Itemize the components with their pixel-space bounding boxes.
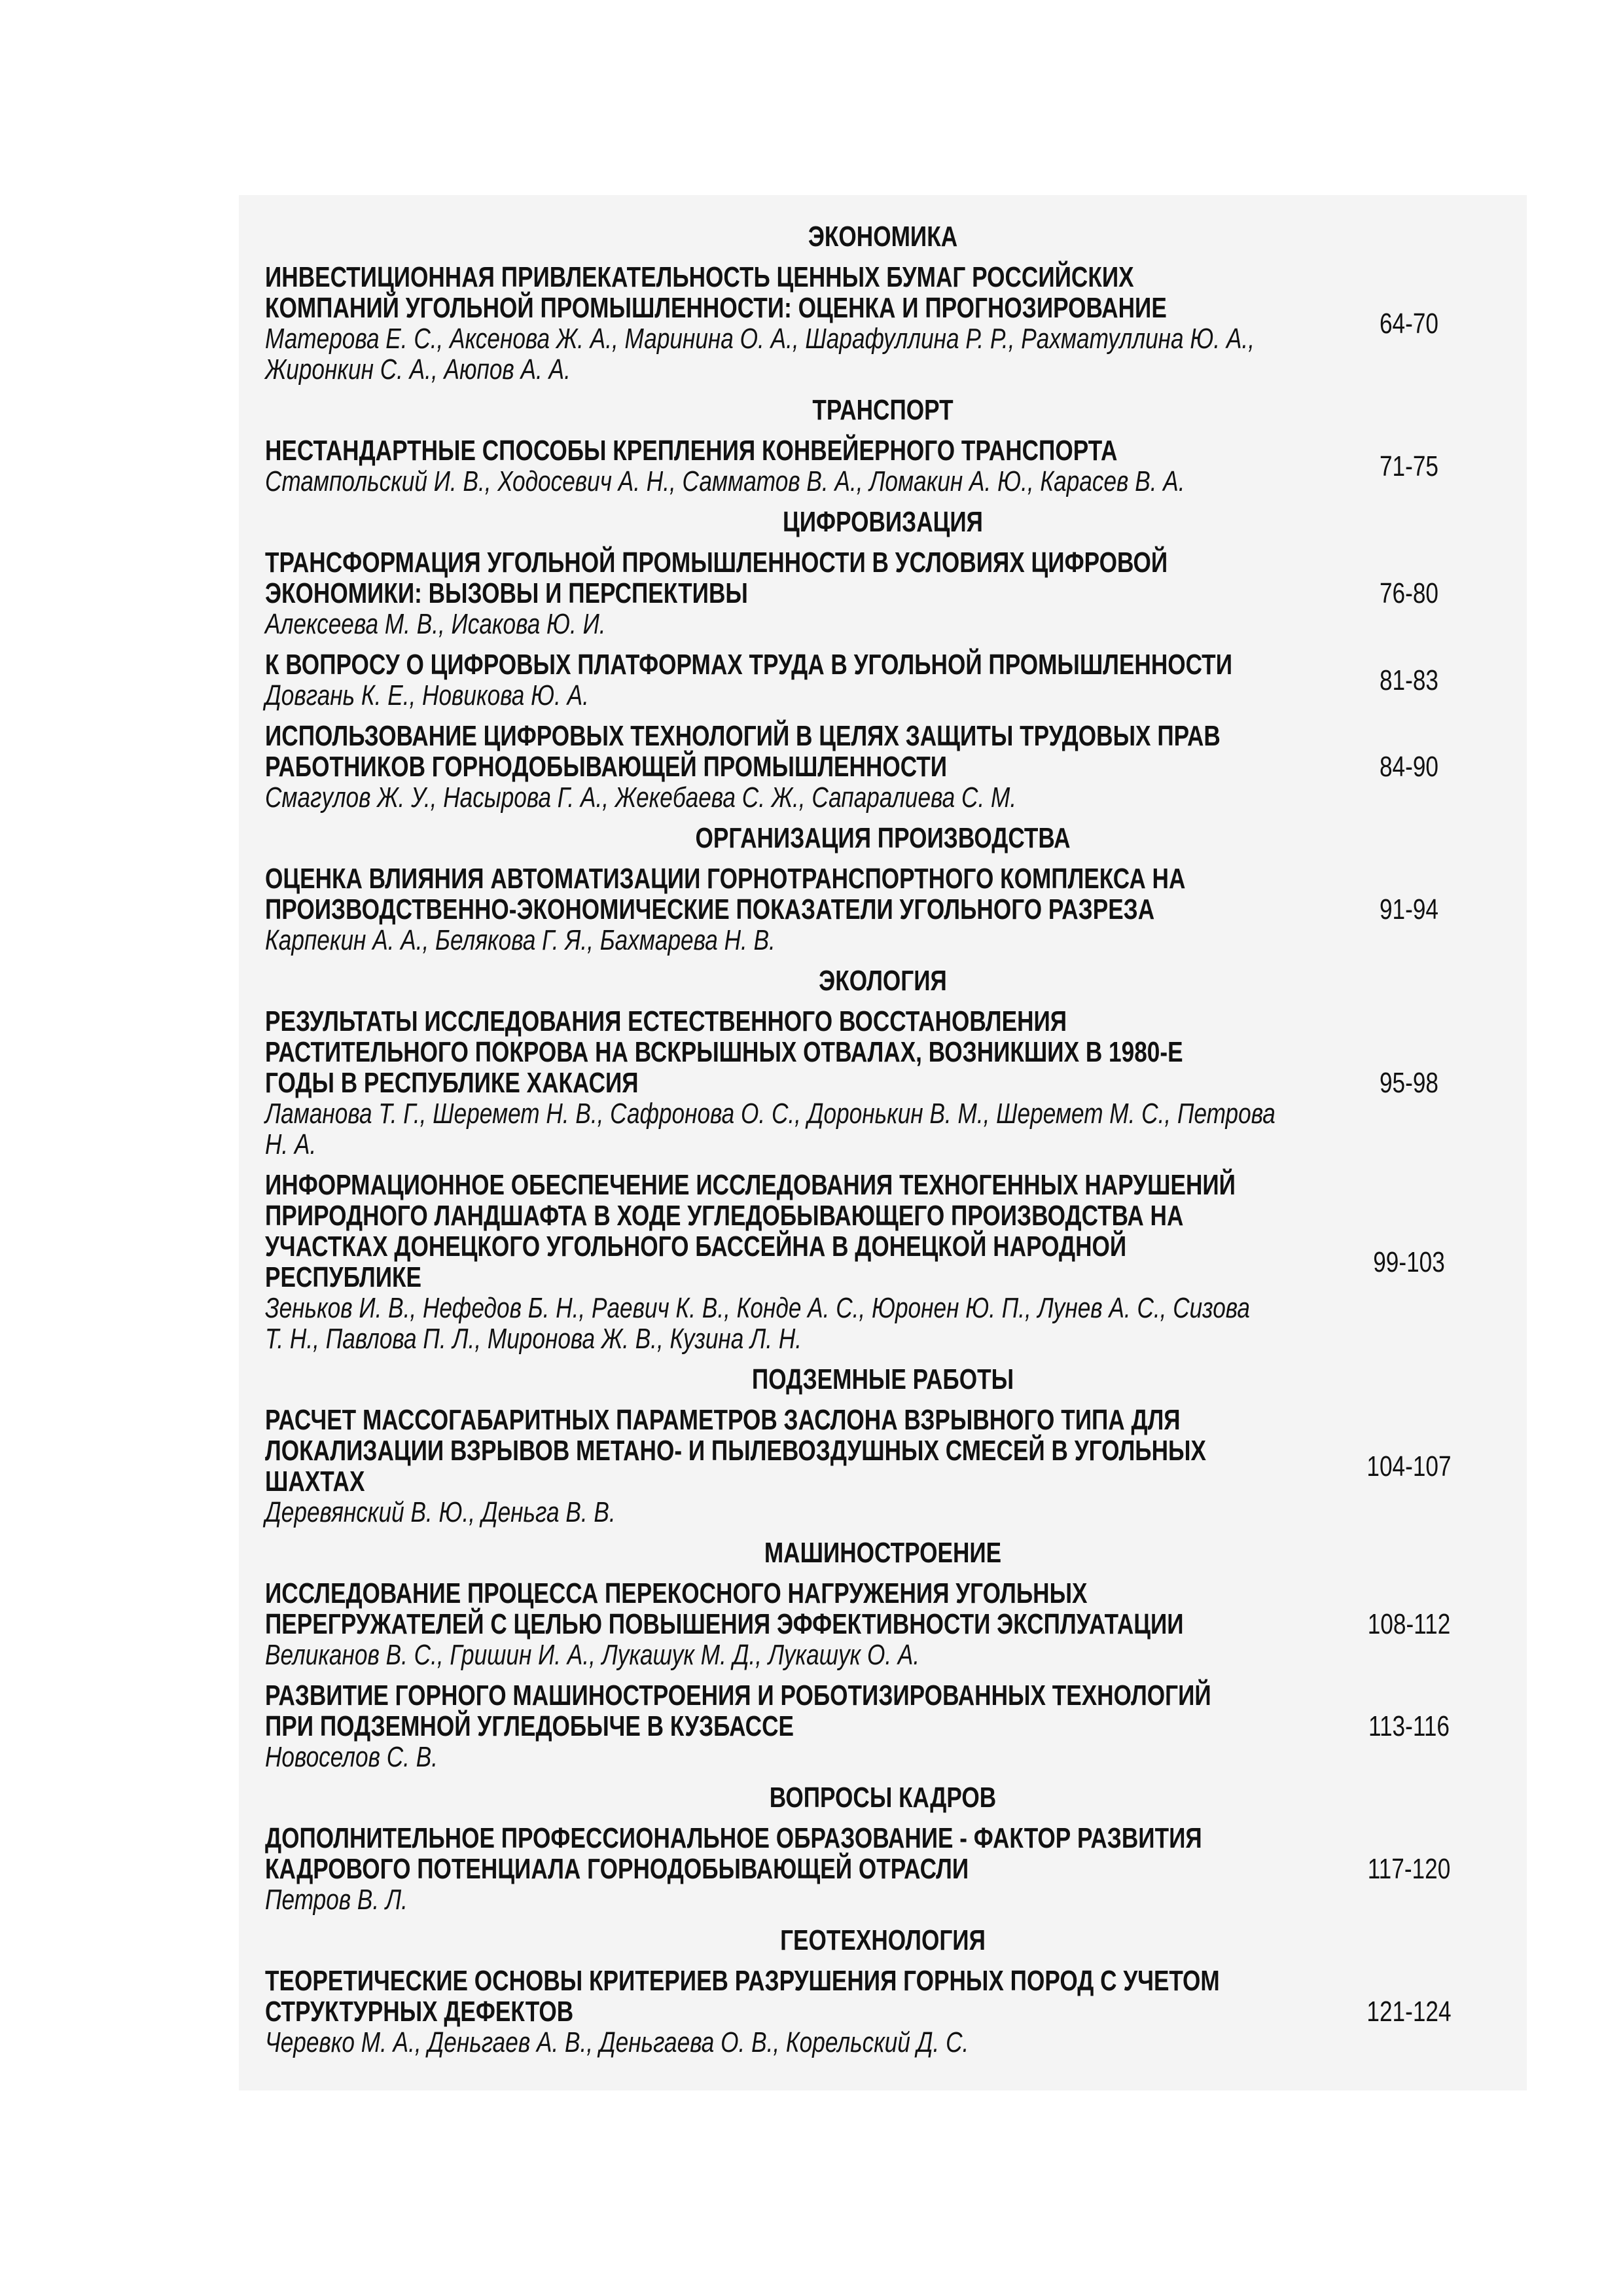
article-page-range: 113-116	[1368, 1710, 1450, 1742]
article-page-range: 64-70	[1379, 307, 1439, 340]
article-authors-line: Великанов В. С., Гришин И. А., Лукашук М. Д., Лукашук О. А.	[265, 1639, 920, 1671]
article-text	[265, 1680, 1317, 1772]
article-title-line: ИССЛЕДОВАНИЕ ПРОЦЕССА ПЕРЕКОСНОГО НАГРУЖЕНИЯ УГОЛЬНЫХ	[265, 1577, 1088, 1609]
section-header: ЭКОЛОГИЯ	[819, 965, 947, 997]
article-row	[265, 721, 1501, 813]
article-text	[265, 262, 1317, 385]
section-header: МАШИНОСТРОЕНИЕ	[764, 1537, 1002, 1569]
section-header: ЭКОНОМИКА	[808, 221, 958, 253]
article-row	[265, 262, 1501, 385]
article-text	[265, 1578, 1317, 1670]
article-row	[265, 1965, 1501, 2058]
article-authors-line: Алексеева М. В., Исакова Ю. И.	[265, 608, 606, 640]
article-text	[265, 547, 1317, 639]
article-authors-line: Стампольский И. В., Ходосевич А. Н., Самматов В. А., Ломакин А. Ю., Карасев В. А.	[265, 465, 1185, 497]
article-page-range: 99-103	[1373, 1246, 1445, 1278]
article-title-line: СТРУКТУРНЫХ ДЕФЕКТОВ	[265, 1996, 574, 2028]
article-title-line: ОЦЕНКА ВЛИЯНИЯ АВТОМАТИЗАЦИИ ГОРНОТРАНСПОРТНОГО КОМПЛЕКСА НА	[265, 863, 1186, 895]
article-title-line: РЕСПУБЛИКЕ	[265, 1261, 421, 1293]
article-page-range: 104-107	[1366, 1450, 1452, 1482]
article-text	[265, 1965, 1317, 2058]
toc-panel	[239, 195, 1527, 2090]
article-title-line: РАСТИТЕЛЬНОГО ПОКРОВА НА ВСКРЫШНЫХ ОТВАЛАХ, ВОЗНИКШИХ В 1980-Е	[265, 1036, 1183, 1068]
article-authors-line: Карпекин А. А., Белякова Г. Я., Бахмарева Н. В.	[265, 924, 776, 956]
article-page-range: 76-80	[1379, 577, 1439, 609]
article-title-line: ЛОКАЛИЗАЦИИ ВЗРЫВОВ МЕТАНО- И ПЫЛЕВОЗДУШНЫХ СМЕСЕЙ В УГОЛЬНЫХ	[265, 1435, 1206, 1467]
section-header: ПОДЗЕМНЫЕ РАБОТЫ	[751, 1363, 1014, 1395]
section-header: ВОПРОСЫ КАДРОВ	[769, 1782, 997, 1814]
article-authors-line: Смагулов Ж. У., Насырова Г. А., Жекебаева С. Ж., Сапаралиева С. М.	[265, 781, 1017, 814]
article-page-range: 71-75	[1379, 450, 1439, 482]
article-page-range: 117-120	[1367, 1853, 1451, 1885]
article-row	[265, 863, 1501, 956]
article-authors-line: Н. А.	[265, 1128, 317, 1160]
article-title-line: К ВОПРОСУ О ЦИФРОВЫХ ПЛАТФОРМАХ ТРУДА В УГОЛЬНОЙ ПРОМЫШЛЕННОСТИ	[265, 649, 1232, 681]
article-row	[265, 1170, 1501, 1354]
article-title-line: ТЕОРЕТИЧЕСКИЕ ОСНОВЫ КРИТЕРИЕВ РАЗРУШЕНИЯ ГОРНЫХ ПОРОД С УЧЕТОМ	[265, 1965, 1220, 1997]
article-page-range: 81-83	[1379, 664, 1439, 696]
article-title-line: РАЗВИТИЕ ГОРНОГО МАШИНОСТРОЕНИЯ И РОБОТИЗИРОВАННЫХ ТЕХНОЛОГИЙ	[265, 1679, 1211, 1712]
article-authors-line: Довгань К. Е., Новикова Ю. А.	[265, 679, 589, 711]
article-title-line: ИНВЕСТИЦИОННАЯ ПРИВЛЕКАТЕЛЬНОСТЬ ЦЕННЫХ БУМАГ РОССИЙСКИХ	[265, 261, 1134, 293]
article-row	[265, 1578, 1501, 1670]
article-authors-line: Деревянский В. Ю., Деньга В. В.	[265, 1496, 616, 1528]
article-row	[265, 547, 1501, 639]
section-header: ТРАНСПОРТ	[812, 394, 954, 426]
article-text	[265, 863, 1317, 956]
article-title-line: НЕСТАНДАРТНЫЕ СПОСОБЫ КРЕПЛЕНИЯ КОНВЕЙЕРНОГО ТРАНСПОРТА	[265, 435, 1118, 467]
article-authors-line: Зеньков И. В., Нефедов Б. Н., Раевич К. В., Конде А. С., Юронен Ю. П., Лунев А. С., Сизова	[265, 1292, 1250, 1324]
article-row	[265, 435, 1501, 497]
article-title-line: ИСПОЛЬЗОВАНИЕ ЦИФРОВЫХ ТЕХНОЛОГИЙ В ЦЕЛЯХ ЗАЩИТЫ ТРУДОВЫХ ПРАВ	[265, 720, 1221, 752]
article-row	[265, 1680, 1501, 1772]
article-authors-line: Петров В. Л.	[265, 1884, 408, 1916]
article-title-line: ПРИ ПОДЗЕМНОЙ УГЛЕДОБЫЧЕ В КУЗБАССЕ	[265, 1710, 794, 1742]
article-row	[265, 1823, 1501, 1915]
article-page-range: 84-90	[1379, 751, 1439, 783]
section-header: ЦИФРОВИЗАЦИЯ	[783, 506, 983, 538]
article-text	[265, 1823, 1317, 1915]
article-title-line: ГОДЫ В РЕСПУБЛИКЕ ХАКАСИЯ	[265, 1067, 639, 1099]
article-authors-line: Жиронкин С. А., Аюпов А. А.	[265, 353, 571, 386]
article-title-line: КАДРОВОГО ПОТЕНЦИАЛА ГОРНОДОБЫВАЮЩЕЙ ОТРАСЛИ	[265, 1853, 969, 1885]
article-authors-line: Черевко М. А., Деньгаев А. В., Деньгаева О. В., Корельский Д. С.	[265, 2026, 969, 2058]
article-title-line: ШАХТАХ	[265, 1465, 365, 1498]
article-title-line: РАСЧЕТ МАССОГАБАРИТНЫХ ПАРАМЕТРОВ ЗАСЛОНА ВЗРЫВНОГО ТИПА ДЛЯ	[265, 1404, 1181, 1436]
article-text	[265, 649, 1317, 711]
article-title-line: РАБОТНИКОВ ГОРНОДОБЫВАЮЩЕЙ ПРОМЫШЛЕННОСТИ	[265, 751, 948, 783]
article-text	[265, 1006, 1317, 1160]
article-page-range: 121-124	[1366, 1996, 1452, 2028]
article-title-line: ПЕРЕГРУЖАТЕЛЕЙ С ЦЕЛЬЮ ПОВЫШЕНИЯ ЭФФЕКТИВНОСТИ ЭКСПЛУАТАЦИИ	[265, 1608, 1184, 1640]
article-title-line: ПРОИЗВОДСТВЕННО-ЭКОНОМИЧЕСКИЕ ПОКАЗАТЕЛИ УГОЛЬНОГО РАЗРЕЗА	[265, 893, 1155, 925]
article-title-line: ПРИРОДНОГО ЛАНДШАФТА В ХОДЕ УГЛЕДОБЫВАЮЩЕГО ПРОИЗВОДСТВА НА	[265, 1200, 1184, 1232]
article-page-range: 91-94	[1379, 893, 1439, 925]
section-header: ОРГАНИЗАЦИЯ ПРОИЗВОДСТВА	[695, 822, 1071, 854]
article-authors-line: Т. Н., Павлова П. Л., Миронова Ж. В., Кузина Л. Н.	[265, 1323, 802, 1355]
article-text	[265, 721, 1317, 813]
article-text	[265, 1405, 1317, 1528]
article-title-line: КОМПАНИЙ УГОЛЬНОЙ ПРОМЫШЛЕННОСТИ: ОЦЕНКА И ПРОГНОЗИРОВАНИЕ	[265, 292, 1167, 324]
article-row	[265, 1405, 1501, 1528]
article-page-range: 108-112	[1367, 1608, 1451, 1640]
article-row	[265, 1006, 1501, 1160]
article-authors-line: Ламанова Т. Г., Шеремет Н. В., Сафронова О. С., Доронькин В. М., Шеремет М. С., Петрова	[265, 1098, 1275, 1130]
article-text	[265, 1170, 1317, 1354]
article-authors-line: Матерова Е. С., Аксенова Ж. А., Маринина О. А., Шарафуллина Р. Р., Рахматуллина Ю. А.,	[265, 323, 1255, 355]
article-authors-line: Новоселов С. В.	[265, 1741, 438, 1773]
article-row	[265, 649, 1501, 711]
article-page-range: 95-98	[1379, 1067, 1439, 1099]
article-title-line: РЕЗУЛЬТАТЫ ИССЛЕДОВАНИЯ ЕСТЕСТВЕННОГО ВОССТАНОВЛЕНИЯ	[265, 1005, 1067, 1037]
section-header: ГЕОТЕХНОЛОГИЯ	[780, 1924, 986, 1956]
toc-content	[265, 221, 1501, 2058]
article-text	[265, 435, 1317, 497]
article-title-line: УЧАСТКАХ ДОНЕЦКОГО УГОЛЬНОГО БАССЕЙНА В ДОНЕЦКОЙ НАРОДНОЙ	[265, 1230, 1127, 1263]
article-title-line: ДОПОЛНИТЕЛЬНОЕ ПРОФЕССИОНАЛЬНОЕ ОБРАЗОВАНИЕ - ФАКТОР РАЗВИТИЯ	[265, 1822, 1202, 1854]
article-title-line: ИНФОРМАЦИОННОЕ ОБЕСПЕЧЕНИЕ ИССЛЕДОВАНИЯ ТЕХНОГЕННЫХ НАРУШЕНИЙ	[265, 1169, 1236, 1201]
article-title-line: ТРАНСФОРМАЦИЯ УГОЛЬНОЙ ПРОМЫШЛЕННОСТИ В УСЛОВИЯХ ЦИФРОВОЙ	[265, 547, 1168, 579]
article-title-line: ЭКОНОМИКИ: ВЫЗОВЫ И ПЕРСПЕКТИВЫ	[265, 577, 748, 609]
